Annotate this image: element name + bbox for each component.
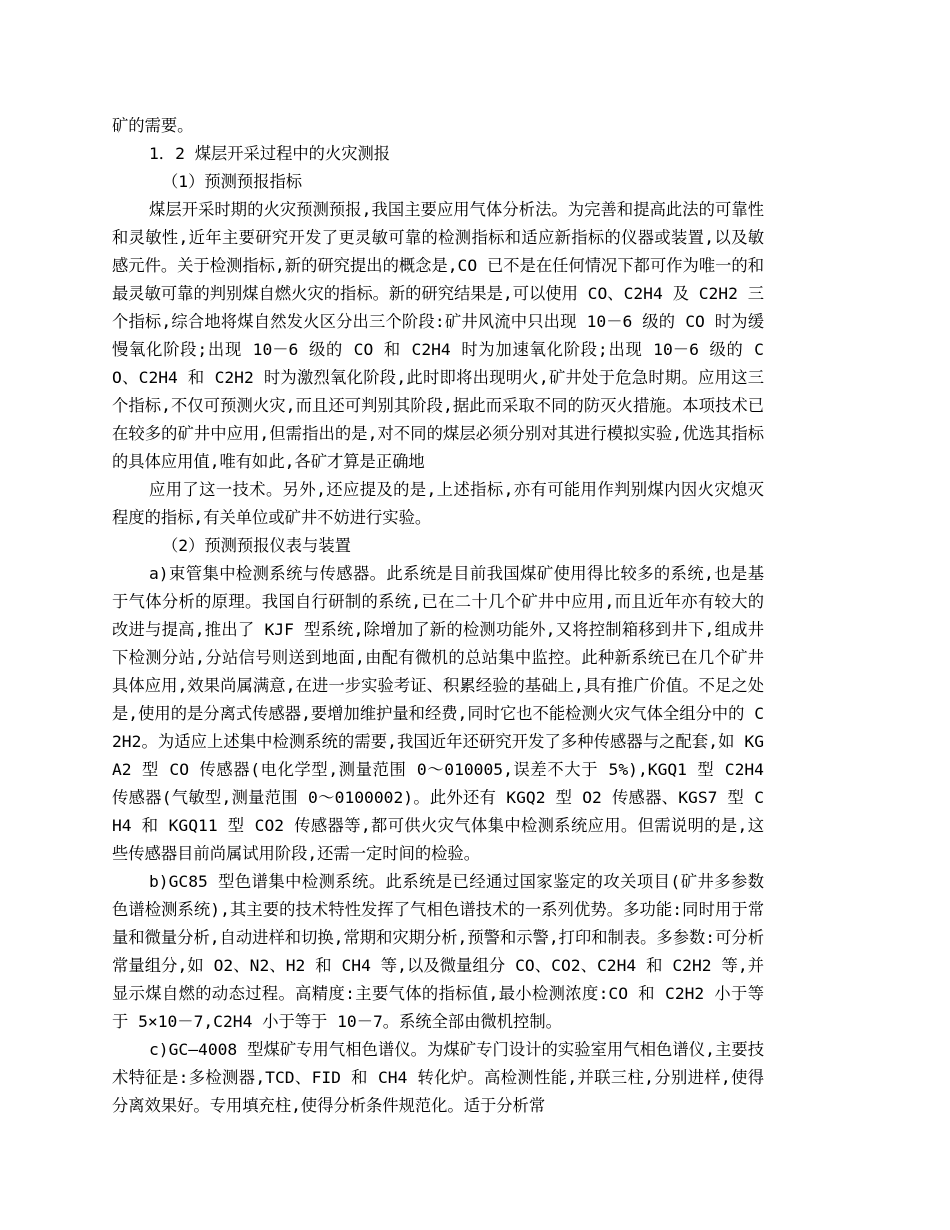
- document-page: [112, 112, 764, 1120]
- paragraph-prediction-indicators: 煤层开采时期的火灾预测预报,我国主要应用气体分析法。为完善和提高此法的可靠性和灵敏性,近年主要研究开发了更灵敏可靠的检测指标和适应新指标的仪器或装置,以及敏感元件。关于检测指标,新的研究提出的概念是,CO 已不是在任何情况下都可作为唯一的和最灵敏可靠的判别煤自燃火灾的指标。新的研究结果是,可以使用 CO、C2H4 及 C2H2 三个指标,综合地将煤自然发火区分出三个阶段:矿井风流中只出现 10－6 级的 CO 时为缓慢氧化阶段;出现 10－6 级的 CO 和 C2H4 时为加速氧化阶段;出现 10－6 级的 CO、C2H4 和 C2H2 时为激烈氧化阶段,此时即将出现明火,矿井处于危急时期。应用这三个指标,不仅可预测火灾,而且还可判别其阶段,据此而采取不同的防灭火措施。本项技术已在较多的矿井中应用,但需指出的是,对不同的煤层必须分别对其进行模拟实验,优选其指标的具体应用值,唯有如此,各矿才算是正确地: [112, 200, 764, 471]
- paragraph-application-note: 应用了这一技术。另外,还应提及的是,上述指标,亦有可能用作判别煤内因火灾熄灭程度的指标,有关单位或矿井不妨进行实验。: [112, 480, 764, 527]
- section-heading: 1．2 煤层开采过程中的火灾测报: [149, 144, 391, 163]
- paragraph-bundle-tube-system: a)束管集中检测系统与传感器。此系统是目前我国煤矿使用得比较多的系统,也是基于气体分析的原理。我国自行研制的系统,已在二十几个矿井中应用,而且近年亦有较大的改进与提高,推出了 KJF 型系统,除增加了新的检测功能外,又将控制箱移到井下,组成井下检测分站,分站信号则送到地面,由配有微机的总站集中监控。此种新系统已在几个矿井具体应用,效果尚属满意,在进一步实验考证、积累经验的基础上,具有推广价值。不足之处是,使用的是分离式传感器,要增加维护量和经费,同时它也不能检测火灾气体全组分中的 C2H2。为适应上述集中检测系统的需要,我国近年还研究开发了多种传感器与之配套,如 KGA2 型 CO 传感器(电化学型,测量范围 0～010005,误差不大于 5%),KGQ1 型 C2H4 传感器(气敏型,测量范围 0～0100002)。此外还有 KGQ2 型 O2 传感器、KGS7 型 CH4 和 KGQ11 型 CO2 传感器等,都可供火灾气体集中检测系统应用。但需说明的是,这些传感器目前尚属试用阶段,还需一定时间的检验。: [112, 564, 764, 863]
- paragraph-gc85-system: b)GC85 型色谱集中检测系统。此系统是已经通过国家鉴定的攻关项目(矿井多参数色谱检测系统),其主要的技术特性发挥了气相色谱技术的一系列优势。多功能:同时用于常量和微量分析,自动进样和切换,常期和灾期分析,预警和示警,打印和制表。多参数:可分析常量组分,如 O2、N2、H2 和 CH4 等,以及微量组分 CO、CO2、C2H4 和 C2H2 等,并显示煤自燃的动态过程。高精度:主要气体的指标值,最小检测浓度:CO 和 C2H2 小于等于 5×10－7,C2H4 小于等于 10－7。系统全部由微机控制。: [112, 872, 764, 1031]
- opening-line: 矿的需要。: [112, 116, 194, 135]
- subheading-prediction-indicators: （1）预测预报指标: [162, 172, 303, 191]
- paragraph-gc4008-chromatograph: c)GC—4008 型煤矿专用气相色谱仪。为煤矿专门设计的实验室用气相色谱仪,主要技术特征是:多检测器,TCD、FID 和 CH4 转化炉。高检测性能,并联三柱,分别进样,使得分离效果好。专用填充柱,使得分析条件规范化。适于分析常: [112, 1040, 764, 1115]
- subheading-instruments: （2）预测预报仪表与装置: [162, 536, 351, 555]
